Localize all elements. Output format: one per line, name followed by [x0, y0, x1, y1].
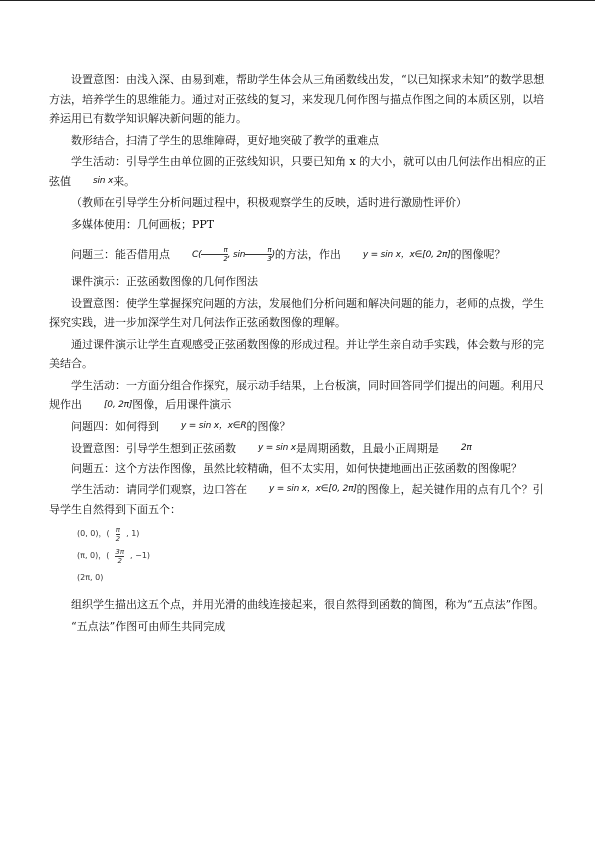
text-run: 的图像上，起关键作用的点有几个？引导学生自然得到下面五个： [49, 483, 544, 516]
paragraph-question-five: 问题五：这个方法作图像，虽然比较精确，但不太实用，如何快捷地画出正弦函数的图像呢？ [71, 461, 522, 475]
text-run: 的方法，作出 [274, 248, 341, 262]
text-run: 学生活动：一方面分组合作探究，展示动手结果，上台板演，同时回答同学们提出的问题。利用尺规作出 [49, 378, 544, 412]
paragraph-student-activity-3 [49, 480, 549, 519]
text-run: 图像，后用课件演示 [132, 398, 232, 412]
text-run: 问题四：如何得到 [71, 420, 159, 433]
formula-y-sin: y = sin x [258, 443, 296, 453]
paragraph-number-shape: 数形结合，扫清了学生的思维障碍，更好地突破了教学的重难点 [71, 133, 379, 147]
paragraph-design-intent-1: 设置意图：由浅入深、由易到难，帮助学生体会从三角函数线出发，“以已知探求未知”的数学思想方法，培养学生的思维能力。通过对正弦线的复习，来发现几何作图与描点作图之间的本质区别，以培养运用已有数学知识解决新问题的能力。 [49, 73, 545, 125]
text-run: 来。 [113, 174, 136, 188]
formula-interval: [0, 2π] [104, 399, 133, 410]
page-top-rule [0, 0, 595, 1]
formula-y-sin-interval-2: y = sin x，x∈[0, 2π] [269, 484, 357, 495]
paragraph-courseware-demo: 课件演示：正弦函数图像的几何作图法 [71, 275, 258, 289]
formula-sinx: sin x [93, 175, 114, 186]
paragraph-multimedia: 多媒体使用：几何画板；PPT [71, 217, 215, 231]
text-run: 是周期函数，且最小正周期是 [295, 441, 439, 455]
paragraph-five-point-joint: “五点法”作图可由师生共同完成 [71, 619, 226, 633]
paragraph-courseware-effect: 通过课件演示让学生直观感受正弦函数图像的形成过程。并让学生亲自动手实践，体会数与形的完美结合。 [49, 337, 544, 371]
paragraph-student-activity-1 [49, 152, 549, 191]
paragraph-teacher-note: （教师在引导学生分析问题过程中，积极观察学生的反映，适时进行激励性评价） [71, 196, 467, 210]
formula-y-sin-r: y = sin x，x∈R [181, 421, 247, 432]
paragraph-design-intent-2: 设置意图：使学生掌握探究问题的方法，发展他们分析问题和解决问题的能力，老师的点拨，学生探究实践，进一步加深学生对几何法作正弦函数图像的理解。 [49, 296, 544, 330]
formula-two-pi: 2π [460, 443, 472, 453]
text-run: 学生活动：引导学生由单位圆的正弦线知识，只要已知角 x 的大小，就可以由几何法作出相应的正弦值 [49, 155, 547, 188]
key-point-row: (0, 0)，( $\frac{\pi}{2}$ , 1) [77, 525, 140, 543]
document-body [49, 70, 549, 636]
text-run: 问题三：能否借用点 [71, 248, 170, 262]
paragraph-question-three [49, 240, 549, 270]
paragraph-design-intent-3 [49, 439, 549, 459]
text-run: 设置意图：引导学生想到正弦函数 [71, 441, 236, 455]
key-point-row: (2π, 0) [77, 573, 104, 583]
formula-point-c: C( $\frac{\pi}{2}$ , sin $\frac{\pi}{3}$ ) [192, 246, 275, 264]
text-run: 的图像呢？ [450, 248, 506, 262]
text-run: 的图像？ [246, 420, 291, 433]
paragraph-five-point-method: 组织学生描出这五个点，并用光滑的曲线连接起来，很自然得到函数的简图，称为“五点法”作图。 [71, 598, 545, 612]
paragraph-question-four [49, 417, 549, 437]
key-point-row: (π, 0)，( $\frac{3\pi}{2}$ , −1) [77, 547, 151, 565]
five-key-points [77, 523, 549, 589]
paragraph-student-activity-2 [49, 376, 549, 415]
text-run: 学生活动：请同学们观察，边口答在 [71, 483, 247, 496]
formula-y-sin-interval: y = sin x，x∈[0, 2π] [362, 250, 451, 261]
